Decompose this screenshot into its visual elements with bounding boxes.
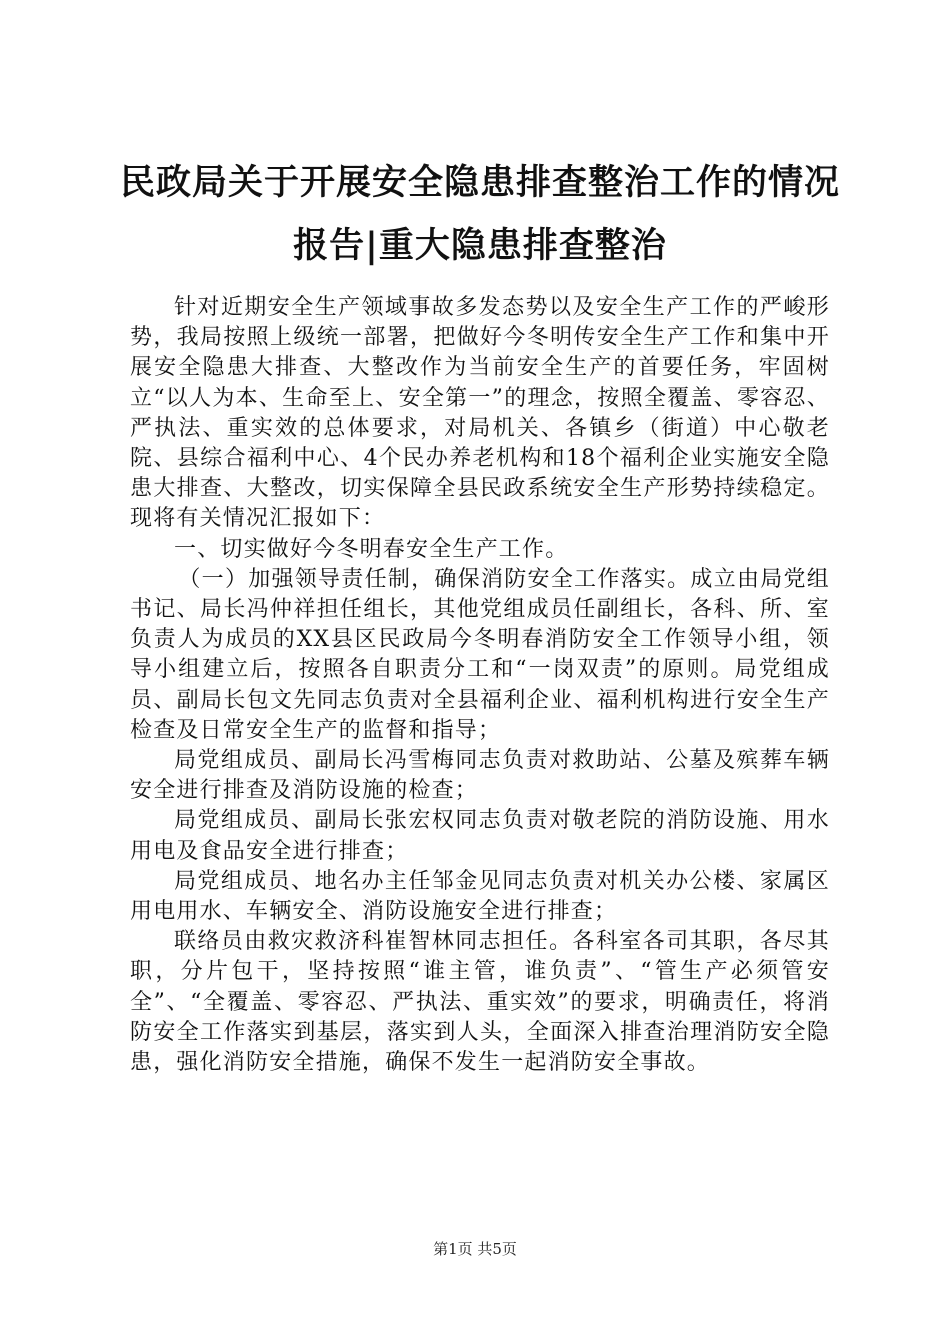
paragraph-duty-zou: 局党组成员、地名办主任邹金见同志负责对机关办公楼、家属区用电用水、车辆安全、消防设施安全进行排查； [130, 868, 830, 925]
paragraph-duty-zhang: 局党组成员、副局长张宏权同志负责对敬老院的消防设施、用水用电及食品安全进行排查； [130, 808, 830, 864]
document-title-line-2: 报告|重大隐患排查整治 [293, 225, 667, 266]
paragraph-liaison: 联络员由救灾救济科崔智林同志担任。各科室各司其职，各尽其职，分片包干，坚持按照“谁主管，谁负责”、“管生产必须管安全”、“全覆盖、零容忍、严执法、重实效”的要求，明确责任，将消防安全工作落实到基层，落实到人头，全面深入排查治理消防安全隐患，强化消防安全措施，确保不发生一起消防安全事故。 [130, 929, 830, 1076]
page-number-footer: 第1页 共5页 [433, 1240, 517, 1258]
document-body [130, 293, 830, 1078]
document-title-line-1: 民政局关于开展安全隐患排查整治工作的情况 [119, 162, 840, 203]
paragraph-intro: 针对近期安全生产领域事故多发态势以及安全生产工作的严峻形势，我局按照上级统一部署，把做好今冬明传安全生产工作和集中开展安全隐患大排查、大整改作为当前安全生产的首要任务，牢固树立“以人为本、生命至上、安全第一”的理念，按照全覆盖、零容忍、严执法、重实效的总体要求，对局机关、各镇乡（街道）中心敬老院、县综合福利中心、4个民办养老机构和18个福利企业实施安全隐患大排查、大整改，切实保障全县民政系统安全生产形势持续稳定。现将有关情况汇报如下： [130, 295, 830, 532]
section-heading-1: 一、切实做好今冬明春安全生产工作。 [174, 536, 569, 562]
paragraph-subsection-1: （一）加强领导责任制，确保消防安全工作落实。成立由局党组书记、局长冯仲祥担任组长，其他党组成员任副组长，各科、所、室负责人为成员的XX县区民政局今冬明春消防安全工作领导小组，领导小组建立后，按照各自职责分工和“一岗双责”的原则。局党组成员、副局长包文先同志负责对全县福利企业、福利机构进行安全生产检查及日常安全生产的监督和指导； [130, 566, 830, 743]
paragraph-duty-feng: 局党组成员、副局长冯雪梅同志负责对救助站、公墓及殡葬车辆安全进行排查及消防设施的检查； [130, 748, 830, 804]
